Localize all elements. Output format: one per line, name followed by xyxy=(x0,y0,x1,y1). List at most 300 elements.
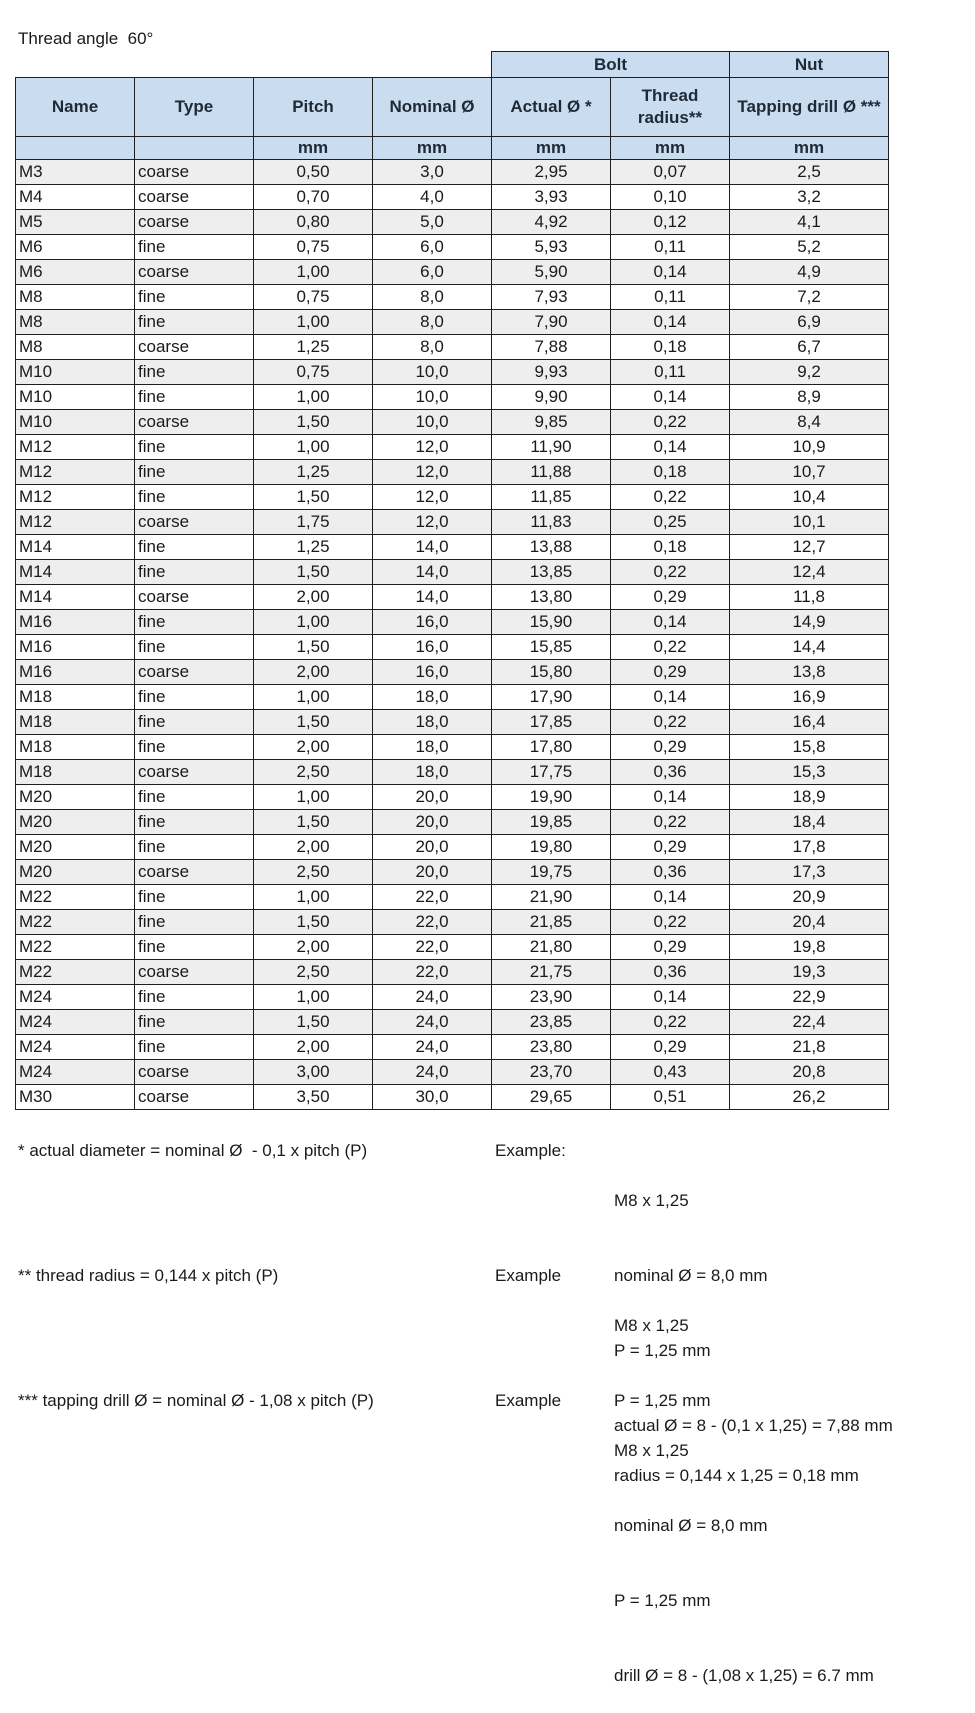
cell-nominal: 14,0 xyxy=(373,585,492,610)
col-header-type: Type xyxy=(135,78,254,137)
cell-pitch: 1,00 xyxy=(254,685,373,710)
cell-thread-radius: 0,18 xyxy=(611,535,730,560)
unit-pitch: mm xyxy=(254,137,373,160)
cell-tapping-drill: 12,7 xyxy=(730,535,889,560)
cell-type: fine xyxy=(135,635,254,660)
header-spacer xyxy=(16,52,492,78)
table-row xyxy=(16,835,889,860)
example-line: drill Ø = 8 - (1,08 x 1,25) = 6.7 mm xyxy=(614,1666,874,1685)
cell-thread-radius: 0,29 xyxy=(611,660,730,685)
cell-pitch: 1,00 xyxy=(254,985,373,1010)
cell-name: M14 xyxy=(16,560,135,585)
cell-type: fine xyxy=(135,735,254,760)
cell-thread-radius: 0,22 xyxy=(611,910,730,935)
cell-thread-radius: 0,29 xyxy=(611,835,730,860)
cell-type: fine xyxy=(135,360,254,385)
cell-name: M18 xyxy=(16,735,135,760)
cell-thread-radius: 0,18 xyxy=(611,460,730,485)
cell-pitch: 2,00 xyxy=(254,1035,373,1060)
cell-actual: 19,85 xyxy=(492,810,611,835)
cell-thread-radius: 0,22 xyxy=(611,410,730,435)
cell-nominal: 14,0 xyxy=(373,560,492,585)
cell-nominal: 8,0 xyxy=(373,335,492,360)
cell-pitch: 1,25 xyxy=(254,535,373,560)
col-header-thread-radius: Thread radius** xyxy=(611,78,730,137)
cell-tapping-drill: 10,1 xyxy=(730,510,889,535)
cell-tapping-drill: 14,4 xyxy=(730,635,889,660)
cell-thread-radius: 0,22 xyxy=(611,485,730,510)
page-title: Thread angle 60° xyxy=(18,29,154,48)
cell-pitch: 2,50 xyxy=(254,760,373,785)
cell-actual: 19,75 xyxy=(492,860,611,885)
cell-pitch: 1,00 xyxy=(254,785,373,810)
table-row xyxy=(16,160,889,185)
cell-actual: 21,90 xyxy=(492,885,611,910)
cell-name: M4 xyxy=(16,185,135,210)
cell-actual: 13,88 xyxy=(492,535,611,560)
cell-thread-radius: 0,14 xyxy=(611,885,730,910)
cell-nominal: 8,0 xyxy=(373,310,492,335)
cell-nominal: 5,0 xyxy=(373,210,492,235)
cell-pitch: 1,00 xyxy=(254,260,373,285)
table-row xyxy=(16,235,889,260)
cell-nominal: 4,0 xyxy=(373,185,492,210)
cell-type: fine xyxy=(135,685,254,710)
cell-name: M16 xyxy=(16,635,135,660)
cell-pitch: 1,50 xyxy=(254,485,373,510)
table-row xyxy=(16,910,889,935)
cell-thread-radius: 0,14 xyxy=(611,685,730,710)
cell-actual: 13,80 xyxy=(492,585,611,610)
cell-actual: 11,88 xyxy=(492,460,611,485)
table-row xyxy=(16,785,889,810)
cell-nominal: 24,0 xyxy=(373,985,492,1010)
table-row xyxy=(16,410,889,435)
table-row xyxy=(16,660,889,685)
cell-tapping-drill: 18,9 xyxy=(730,785,889,810)
cell-pitch: 0,50 xyxy=(254,160,373,185)
footnote-actual-formula: * actual diameter = nominal Ø - 0,1 x pitch (P) xyxy=(18,1141,368,1160)
cell-nominal: 22,0 xyxy=(373,910,492,935)
cell-name: M22 xyxy=(16,960,135,985)
cell-type: fine xyxy=(135,535,254,560)
cell-pitch: 2,50 xyxy=(254,960,373,985)
cell-thread-radius: 0,14 xyxy=(611,385,730,410)
cell-type: coarse xyxy=(135,1060,254,1085)
cell-tapping-drill: 19,3 xyxy=(730,960,889,985)
cell-tapping-drill: 26,2 xyxy=(730,1085,889,1110)
cell-actual: 9,90 xyxy=(492,385,611,410)
cell-name: M16 xyxy=(16,610,135,635)
cell-actual: 9,93 xyxy=(492,360,611,385)
cell-nominal: 6,0 xyxy=(373,260,492,285)
cell-actual: 9,85 xyxy=(492,410,611,435)
cell-thread-radius: 0,22 xyxy=(611,810,730,835)
cell-thread-radius: 0,29 xyxy=(611,1035,730,1060)
cell-name: M24 xyxy=(16,1010,135,1035)
cell-pitch: 2,00 xyxy=(254,835,373,860)
nut-group-header: Nut xyxy=(730,52,889,78)
cell-thread-radius: 0,11 xyxy=(611,235,730,260)
table-row xyxy=(16,385,889,410)
example-line: M8 x 1,25 xyxy=(614,1191,689,1210)
cell-tapping-drill: 11,8 xyxy=(730,585,889,610)
table-row xyxy=(16,1010,889,1035)
cell-nominal: 24,0 xyxy=(373,1060,492,1085)
cell-type: coarse xyxy=(135,1085,254,1110)
table-row xyxy=(16,335,889,360)
cell-tapping-drill: 14,9 xyxy=(730,610,889,635)
cell-thread-radius: 0,22 xyxy=(611,710,730,735)
cell-pitch: 1,00 xyxy=(254,885,373,910)
cell-actual: 7,90 xyxy=(492,310,611,335)
unit-tapping-drill: mm xyxy=(730,137,889,160)
col-header-actual: Actual Ø * xyxy=(492,78,611,137)
cell-type: fine xyxy=(135,910,254,935)
cell-name: M6 xyxy=(16,260,135,285)
cell-pitch: 1,25 xyxy=(254,335,373,360)
cell-actual: 17,80 xyxy=(492,735,611,760)
cell-nominal: 18,0 xyxy=(373,710,492,735)
example-line: nominal Ø = 8,0 mm xyxy=(614,1266,768,1285)
cell-type: fine xyxy=(135,1010,254,1035)
cell-thread-radius: 0,43 xyxy=(611,1060,730,1085)
cell-name: M10 xyxy=(16,360,135,385)
unit-type xyxy=(135,137,254,160)
cell-type: fine xyxy=(135,385,254,410)
cell-actual: 21,75 xyxy=(492,960,611,985)
cell-thread-radius: 0,22 xyxy=(611,1010,730,1035)
cell-tapping-drill: 2,5 xyxy=(730,160,889,185)
cell-name: M20 xyxy=(16,835,135,860)
table-body xyxy=(16,160,889,1110)
cell-tapping-drill: 15,3 xyxy=(730,760,889,785)
cell-name: M12 xyxy=(16,435,135,460)
cell-pitch: 1,00 xyxy=(254,385,373,410)
table-row xyxy=(16,810,889,835)
cell-actual: 7,93 xyxy=(492,285,611,310)
example-line: P = 1,25 mm xyxy=(614,1341,711,1360)
cell-pitch: 2,00 xyxy=(254,660,373,685)
cell-pitch: 1,50 xyxy=(254,810,373,835)
cell-type: fine xyxy=(135,710,254,735)
cell-actual: 3,93 xyxy=(492,185,611,210)
table-row xyxy=(16,560,889,585)
table-row xyxy=(16,310,889,335)
cell-type: fine xyxy=(135,885,254,910)
cell-name: M8 xyxy=(16,285,135,310)
cell-thread-radius: 0,14 xyxy=(611,310,730,335)
cell-type: coarse xyxy=(135,585,254,610)
cell-type: coarse xyxy=(135,860,254,885)
table-row xyxy=(16,535,889,560)
cell-thread-radius: 0,14 xyxy=(611,260,730,285)
cell-name: M12 xyxy=(16,510,135,535)
cell-name: M22 xyxy=(16,935,135,960)
table-row xyxy=(16,260,889,285)
cell-pitch: 3,50 xyxy=(254,1085,373,1110)
unit-row xyxy=(16,137,889,160)
table-row xyxy=(16,1060,889,1085)
cell-nominal: 20,0 xyxy=(373,860,492,885)
unit-actual: mm xyxy=(492,137,611,160)
cell-thread-radius: 0,22 xyxy=(611,560,730,585)
cell-nominal: 6,0 xyxy=(373,235,492,260)
cell-type: coarse xyxy=(135,160,254,185)
example-line: P = 1,25 mm xyxy=(614,1391,711,1410)
cell-nominal: 18,0 xyxy=(373,735,492,760)
cell-actual: 21,80 xyxy=(492,935,611,960)
cell-tapping-drill: 4,9 xyxy=(730,260,889,285)
cell-tapping-drill: 21,8 xyxy=(730,1035,889,1060)
thread-table xyxy=(15,51,889,1110)
bolt-group-header: Bolt xyxy=(492,52,730,78)
cell-actual: 17,75 xyxy=(492,760,611,785)
table-row xyxy=(16,760,889,785)
cell-tapping-drill: 8,9 xyxy=(730,385,889,410)
cell-name: M20 xyxy=(16,860,135,885)
cell-pitch: 1,50 xyxy=(254,410,373,435)
cell-name: M18 xyxy=(16,760,135,785)
cell-type: fine xyxy=(135,810,254,835)
table-row xyxy=(16,885,889,910)
cell-thread-radius: 0,51 xyxy=(611,1085,730,1110)
example-line: P = 1,25 mm xyxy=(614,1591,711,1610)
footnote-drill-example-label: Example xyxy=(495,1391,562,1410)
cell-actual: 4,92 xyxy=(492,210,611,235)
cell-tapping-drill: 3,2 xyxy=(730,185,889,210)
footnote-drill-formula: *** tapping drill Ø = nominal Ø - 1,08 x pitch (P) xyxy=(18,1391,374,1410)
example-line: M8 x 1,25 xyxy=(614,1441,689,1460)
cell-tapping-drill: 6,9 xyxy=(730,310,889,335)
cell-tapping-drill: 16,4 xyxy=(730,710,889,735)
cell-type: coarse xyxy=(135,760,254,785)
cell-type: fine xyxy=(135,235,254,260)
cell-nominal: 20,0 xyxy=(373,810,492,835)
col-header-nominal: Nominal Ø xyxy=(373,78,492,137)
cell-pitch: 1,00 xyxy=(254,310,373,335)
cell-type: fine xyxy=(135,310,254,335)
example-line: actual Ø = 8 - (0,1 x 1,25) = 7,88 mm xyxy=(614,1416,893,1435)
cell-thread-radius: 0,14 xyxy=(611,610,730,635)
cell-tapping-drill: 15,8 xyxy=(730,735,889,760)
cell-thread-radius: 0,07 xyxy=(611,160,730,185)
cell-actual: 5,93 xyxy=(492,235,611,260)
cell-tapping-drill: 4,1 xyxy=(730,210,889,235)
cell-nominal: 24,0 xyxy=(373,1010,492,1035)
cell-nominal: 22,0 xyxy=(373,960,492,985)
cell-type: coarse xyxy=(135,660,254,685)
cell-thread-radius: 0,11 xyxy=(611,285,730,310)
cell-pitch: 2,00 xyxy=(254,935,373,960)
cell-name: M18 xyxy=(16,710,135,735)
table-row xyxy=(16,585,889,610)
cell-nominal: 18,0 xyxy=(373,685,492,710)
footnote-radius-formula: ** thread radius = 0,144 x pitch (P) xyxy=(18,1266,279,1285)
cell-nominal: 8,0 xyxy=(373,285,492,310)
cell-type: coarse xyxy=(135,510,254,535)
cell-pitch: 2,50 xyxy=(254,860,373,885)
table-row xyxy=(16,460,889,485)
cell-nominal: 20,0 xyxy=(373,785,492,810)
cell-tapping-drill: 18,4 xyxy=(730,810,889,835)
cell-type: fine xyxy=(135,435,254,460)
cell-name: M24 xyxy=(16,985,135,1010)
cell-name: M22 xyxy=(16,910,135,935)
table-row xyxy=(16,185,889,210)
cell-actual: 21,85 xyxy=(492,910,611,935)
cell-type: fine xyxy=(135,785,254,810)
cell-thread-radius: 0,14 xyxy=(611,985,730,1010)
cell-thread-radius: 0,22 xyxy=(611,635,730,660)
cell-type: fine xyxy=(135,610,254,635)
header-group-row xyxy=(16,52,889,78)
table-row xyxy=(16,860,889,885)
cell-tapping-drill: 7,2 xyxy=(730,285,889,310)
table-row xyxy=(16,510,889,535)
cell-actual: 11,90 xyxy=(492,435,611,460)
table-row xyxy=(16,635,889,660)
cell-actual: 17,85 xyxy=(492,710,611,735)
cell-type: coarse xyxy=(135,185,254,210)
cell-tapping-drill: 9,2 xyxy=(730,360,889,385)
cell-tapping-drill: 10,4 xyxy=(730,485,889,510)
cell-nominal: 18,0 xyxy=(373,760,492,785)
cell-name: M24 xyxy=(16,1060,135,1085)
footnote-drill-example xyxy=(614,1388,874,1713)
cell-thread-radius: 0,12 xyxy=(611,210,730,235)
table-row xyxy=(16,610,889,635)
cell-pitch: 2,00 xyxy=(254,735,373,760)
cell-name: M20 xyxy=(16,810,135,835)
cell-actual: 15,80 xyxy=(492,660,611,685)
cell-name: M20 xyxy=(16,785,135,810)
table-row xyxy=(16,735,889,760)
cell-actual: 29,65 xyxy=(492,1085,611,1110)
table-row xyxy=(16,210,889,235)
cell-actual: 13,85 xyxy=(492,560,611,585)
cell-type: fine xyxy=(135,460,254,485)
table-row xyxy=(16,1085,889,1110)
cell-tapping-drill: 16,9 xyxy=(730,685,889,710)
cell-nominal: 16,0 xyxy=(373,660,492,685)
col-header-pitch: Pitch xyxy=(254,78,373,137)
cell-thread-radius: 0,14 xyxy=(611,785,730,810)
cell-name: M22 xyxy=(16,885,135,910)
cell-name: M24 xyxy=(16,1035,135,1060)
cell-type: fine xyxy=(135,485,254,510)
cell-name: M3 xyxy=(16,160,135,185)
cell-type: fine xyxy=(135,285,254,310)
cell-thread-radius: 0,29 xyxy=(611,735,730,760)
cell-pitch: 1,50 xyxy=(254,560,373,585)
cell-tapping-drill: 19,8 xyxy=(730,935,889,960)
cell-tapping-drill: 20,9 xyxy=(730,885,889,910)
cell-name: M8 xyxy=(16,310,135,335)
cell-tapping-drill: 13,8 xyxy=(730,660,889,685)
cell-thread-radius: 0,11 xyxy=(611,360,730,385)
example-line: nominal Ø = 8,0 mm xyxy=(614,1516,768,1535)
table-row xyxy=(16,485,889,510)
cell-tapping-drill: 8,4 xyxy=(730,410,889,435)
cell-tapping-drill: 20,4 xyxy=(730,910,889,935)
cell-pitch: 0,80 xyxy=(254,210,373,235)
cell-tapping-drill: 10,7 xyxy=(730,460,889,485)
cell-thread-radius: 0,36 xyxy=(611,860,730,885)
unit-thread-radius: mm xyxy=(611,137,730,160)
cell-type: coarse xyxy=(135,210,254,235)
cell-actual: 23,85 xyxy=(492,1010,611,1035)
cell-nominal: 12,0 xyxy=(373,435,492,460)
cell-actual: 7,88 xyxy=(492,335,611,360)
cell-tapping-drill: 17,3 xyxy=(730,860,889,885)
cell-tapping-drill: 20,8 xyxy=(730,1060,889,1085)
cell-name: M12 xyxy=(16,485,135,510)
cell-thread-radius: 0,29 xyxy=(611,935,730,960)
cell-thread-radius: 0,18 xyxy=(611,335,730,360)
cell-thread-radius: 0,25 xyxy=(611,510,730,535)
cell-pitch: 0,70 xyxy=(254,185,373,210)
header-row xyxy=(16,78,889,137)
cell-actual: 5,90 xyxy=(492,260,611,285)
cell-nominal: 30,0 xyxy=(373,1085,492,1110)
cell-name: M10 xyxy=(16,410,135,435)
table-row xyxy=(16,685,889,710)
cell-pitch: 1,00 xyxy=(254,610,373,635)
table-row xyxy=(16,435,889,460)
table-row xyxy=(16,935,889,960)
cell-pitch: 1,50 xyxy=(254,635,373,660)
cell-nominal: 20,0 xyxy=(373,835,492,860)
cell-nominal: 10,0 xyxy=(373,385,492,410)
cell-actual: 17,90 xyxy=(492,685,611,710)
cell-name: M6 xyxy=(16,235,135,260)
cell-pitch: 1,50 xyxy=(254,1010,373,1035)
footnote-radius-example-label: Example xyxy=(495,1266,562,1285)
cell-type: fine xyxy=(135,835,254,860)
table-row xyxy=(16,960,889,985)
cell-pitch: 3,00 xyxy=(254,1060,373,1085)
cell-name: M16 xyxy=(16,660,135,685)
example-line: M8 x 1,25 xyxy=(614,1316,689,1335)
cell-name: M14 xyxy=(16,535,135,560)
cell-actual: 15,85 xyxy=(492,635,611,660)
cell-nominal: 24,0 xyxy=(373,1035,492,1060)
cell-name: M14 xyxy=(16,585,135,610)
table-row xyxy=(16,985,889,1010)
cell-pitch: 1,75 xyxy=(254,510,373,535)
cell-nominal: 10,0 xyxy=(373,360,492,385)
cell-pitch: 0,75 xyxy=(254,235,373,260)
cell-actual: 11,83 xyxy=(492,510,611,535)
cell-actual: 2,95 xyxy=(492,160,611,185)
cell-tapping-drill: 22,4 xyxy=(730,1010,889,1035)
cell-thread-radius: 0,29 xyxy=(611,585,730,610)
unit-name xyxy=(16,137,135,160)
cell-tapping-drill: 22,9 xyxy=(730,985,889,1010)
cell-tapping-drill: 5,2 xyxy=(730,235,889,260)
cell-type: coarse xyxy=(135,410,254,435)
cell-thread-radius: 0,36 xyxy=(611,760,730,785)
cell-name: M5 xyxy=(16,210,135,235)
table-row xyxy=(16,710,889,735)
footnote-actual-example-label: Example: xyxy=(495,1141,566,1160)
cell-pitch: 1,25 xyxy=(254,460,373,485)
cell-actual: 23,80 xyxy=(492,1035,611,1060)
cell-thread-radius: 0,14 xyxy=(611,435,730,460)
cell-name: M12 xyxy=(16,460,135,485)
cell-actual: 23,70 xyxy=(492,1060,611,1085)
